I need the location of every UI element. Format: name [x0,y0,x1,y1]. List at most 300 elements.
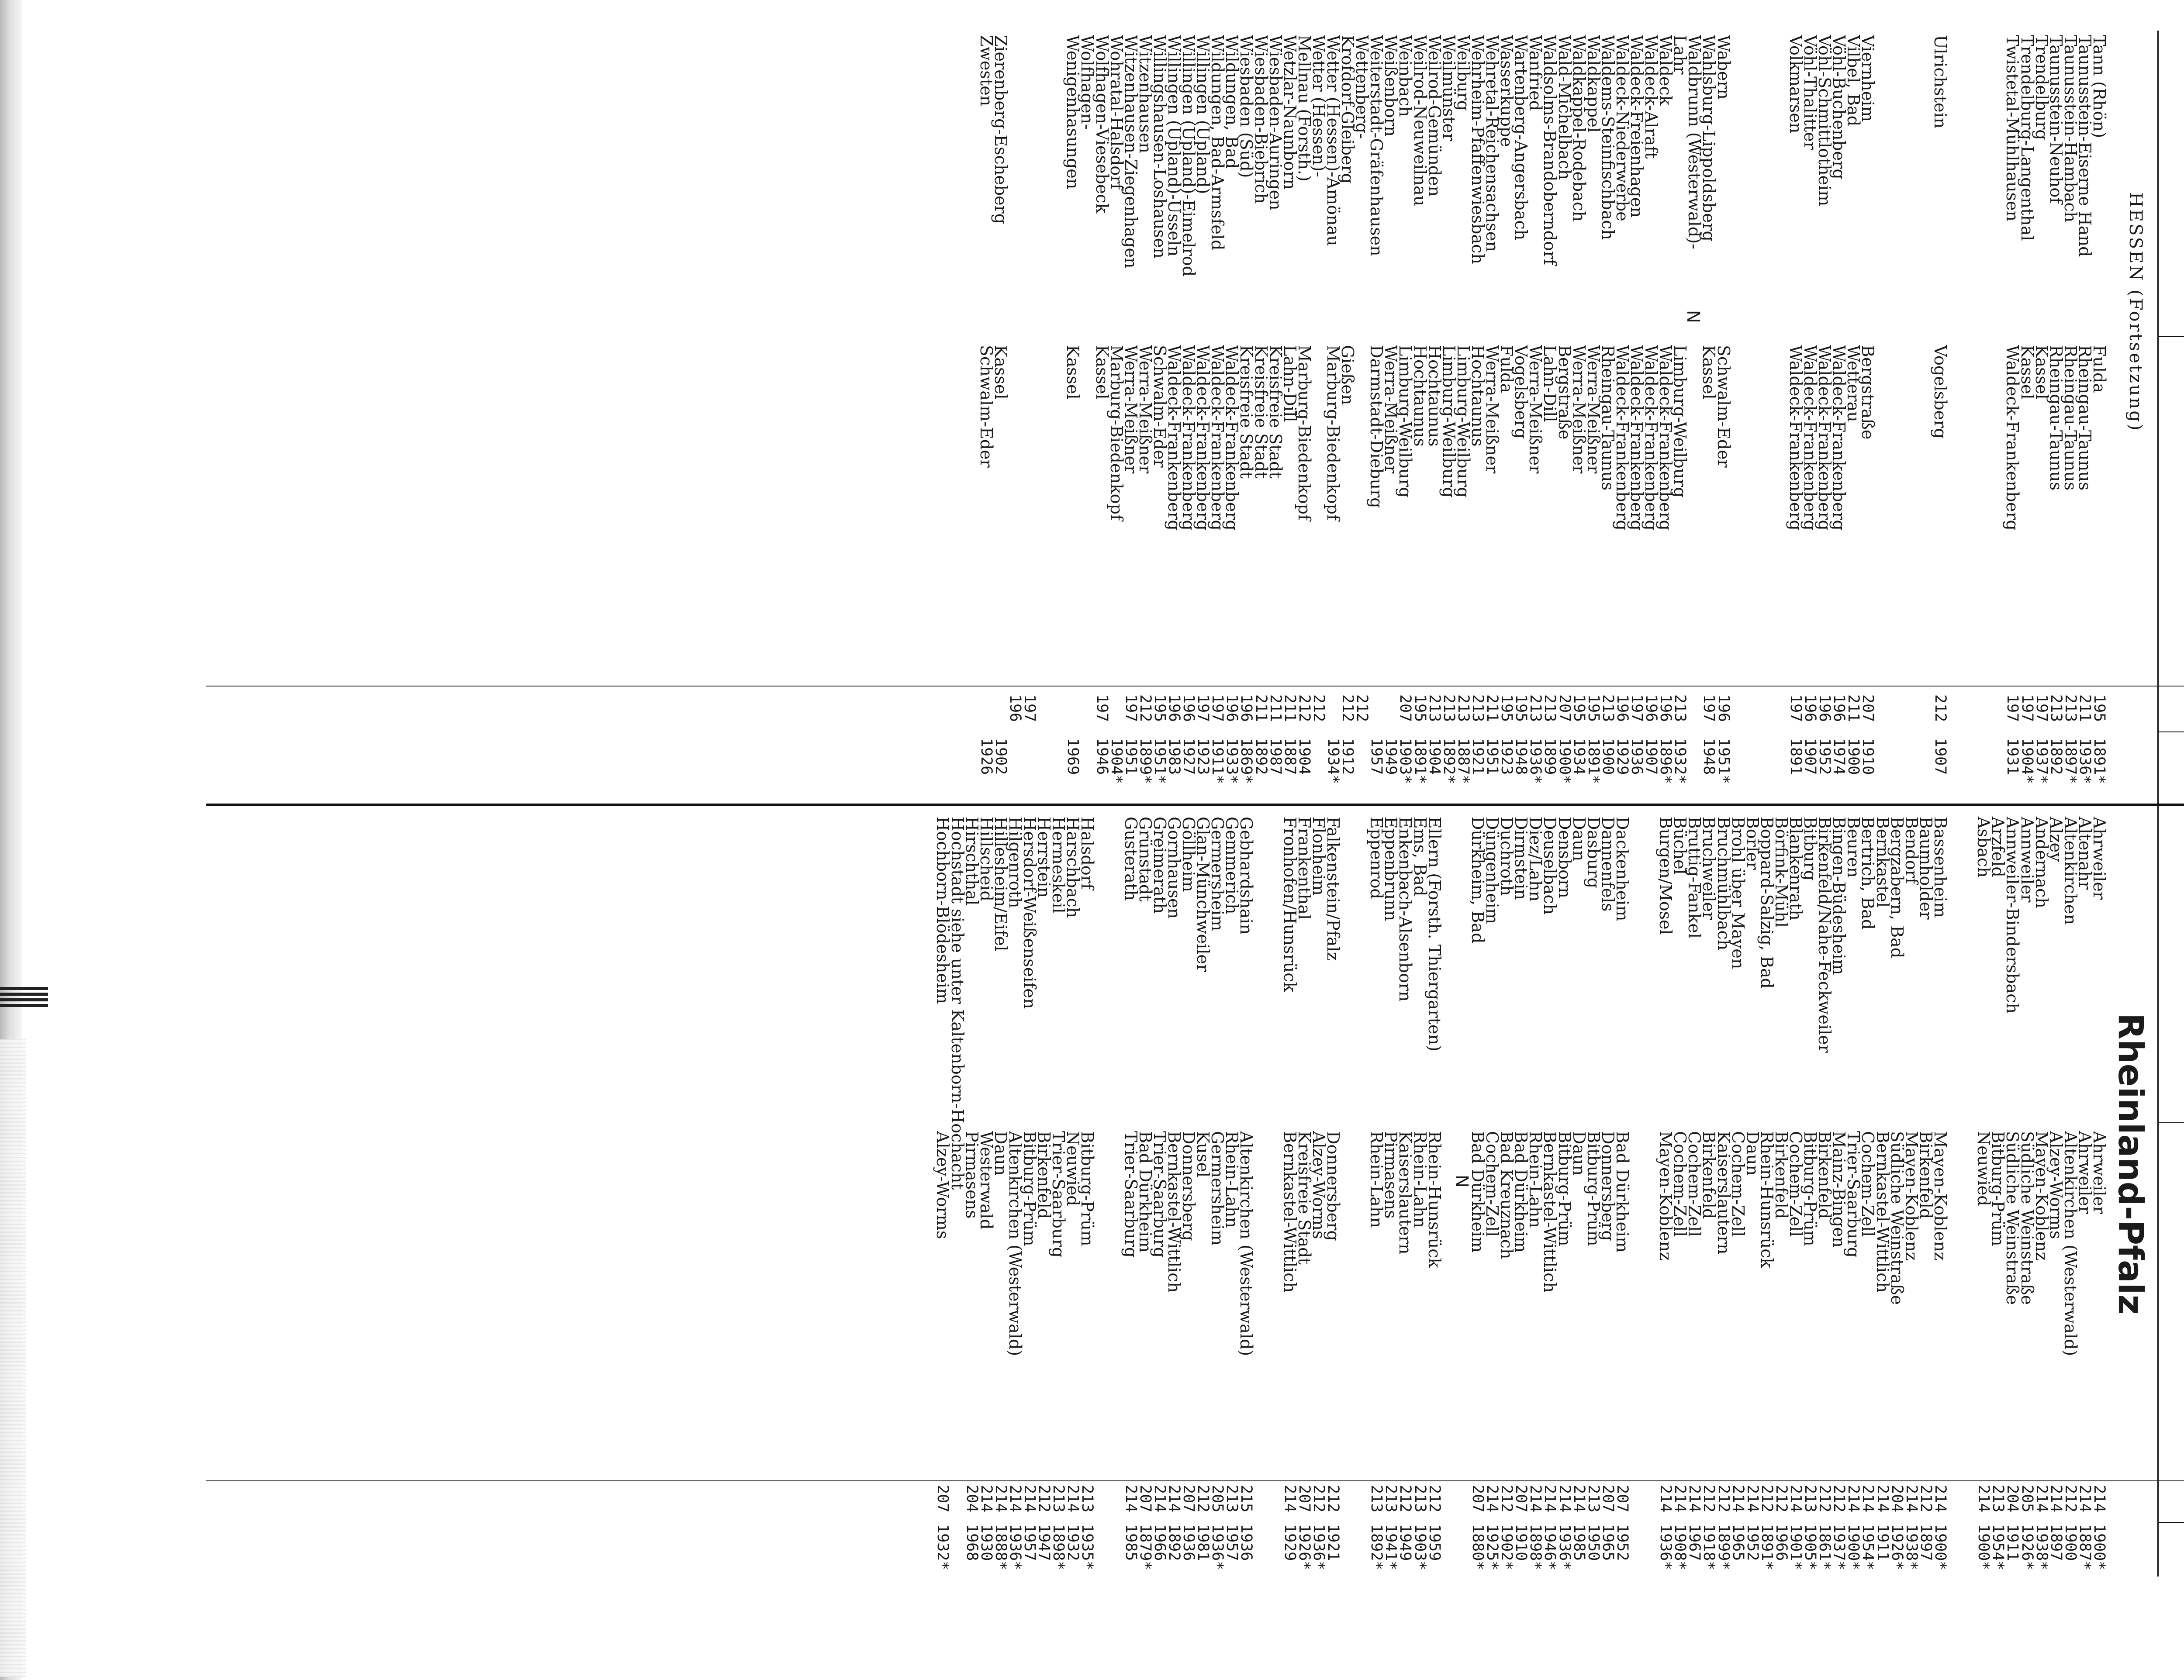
station-name: Taunusstein-Eiserne Hand [2075,35,2094,257]
seite-value: 212 [1714,1485,1732,1513]
station-name: Vöhl-Buchenberg [1829,35,1849,179]
seit-value: 1907 [1642,738,1660,775]
seit-value [1008,738,1022,799]
seit-value: 1897* [2061,738,2079,784]
kreis-name: Germersheim [1208,1131,1227,1246]
region-title-rheinland-pfalz: Rheinland-Pfalz [2111,1013,2150,1314]
station-name: Duchroth [1497,817,1517,896]
seit-value: 1925* [1483,1524,1501,1570]
seite-value: 207 [1295,1485,1313,1513]
seit-value: 1900 [1599,738,1617,775]
seit-value: 1879* [1136,1524,1154,1570]
seite-value [1383,694,1398,729]
seit-value: 1921 [1324,1524,1342,1561]
seit-value: 1904* [2018,738,2036,784]
station-name [1759,35,1774,336]
seit-value: 1987 [1266,738,1284,775]
seit-value: 1926 [977,738,995,775]
seite-value: 211 [2076,694,2094,722]
station-name: Bingen-Büdesheim [1829,817,1849,975]
kreis-name: Vogelsberg [1511,345,1531,439]
seit-value: 1957 [1021,1524,1039,1561]
station-name: Waldeck-Niederwerbe [1612,35,1632,221]
station-name: Burgen/Mosel [1656,817,1676,935]
seit-value: 1933* [1223,738,1241,784]
station-name: Blankenrath [1786,817,1806,921]
seite-value: 213 [1078,1485,1096,1513]
seite-value: 196 [1223,694,1241,722]
seit-value [1355,738,1369,799]
kreis-name: Waldeck-Frankenberg [1193,345,1213,531]
seit-value [1629,1524,1644,1577]
seite-value: 214 [1151,1485,1168,1513]
seit-value: 1887 [1281,738,1299,775]
station-name: Gusterath [1121,817,1140,901]
seit-value [1976,738,1990,799]
kreis-list-hessen [976,345,2109,681]
seite-value [1731,694,1745,729]
seit-value: 1861* [1816,1524,1834,1570]
seite-value: 214 [1931,1485,1949,1513]
seite-value: 214 [1859,1485,1877,1513]
seite-value: 195 [1570,694,1588,722]
seite-value: 196 [1801,694,1819,722]
station-name: Frankenthal [1294,817,1314,920]
station-name: Hochstadt siehe unter Kaltenborn-Hochacht [947,817,967,1190]
station-name: Waldems-Steinfischbach [1598,35,1617,240]
kreis-name: Hochtaunus [1424,345,1444,447]
station-name: Willingen (Upland)-Usseln [1165,35,1184,257]
seite-value: 212 [1425,1485,1443,1513]
kreis-name: Waldeck-Frankenberg [1829,345,1849,531]
station-name: Wehretal-Reichensachsen [1482,35,1502,252]
seite-value: 197 [2004,694,2022,722]
seit-value [1441,1524,1456,1577]
seit-value: 1957 [1223,1524,1241,1561]
kreis-name: Alzey-Worms [933,1131,953,1239]
station-name: Dirmstein [1511,817,1531,900]
seit-value: 1950 [1584,1524,1602,1561]
station-name: Fronhofen/Hunsrück [1280,817,1299,992]
kreis-name: Werra-Meißner [1569,345,1589,474]
kreis-name: Cochem-Zell [1685,1131,1704,1237]
seit-value [1340,1524,1355,1577]
seit-value: 1892 [2047,738,2065,775]
kreis-name: Daun [1569,1131,1589,1176]
kreis-name: Birkenfeld [1034,1131,1054,1219]
station-name: Altenahr [2075,817,2094,890]
seit-value: 1948 [1700,738,1718,775]
station-name: Asbach [1974,817,1994,878]
seit-value: 1946 [1093,738,1111,775]
column-separator [206,1480,2184,1481]
seite-value: 214 [1006,1485,1024,1513]
kreis-name: Bernkastel-Wittlich [1165,1131,1184,1293]
seite-value: 214 [1555,1485,1573,1513]
seit-value [1253,1524,1268,1577]
seit-value: 1891* [1584,738,1602,784]
seite-value: 211 [1483,694,1501,722]
seit-value: 1959 [1425,1524,1443,1561]
seite-value: 212 [1136,694,1154,722]
seit-value: 1911 [2004,1524,2022,1561]
seite-value: 214 [1902,1485,1920,1513]
station-name: Göllheim [1179,817,1199,892]
seite-value: 207 [1512,1485,1530,1513]
seit-value: 1910 [1859,738,1877,775]
station-name: Hirschthal [962,817,981,906]
seit-value: 1903* [1396,738,1414,784]
station-name: Hermeskeil [1049,817,1068,914]
station-name: Waldeck-Freienhagen [1627,35,1646,218]
kreis-name: Rheingau-Taunus [2046,345,2066,491]
station-name: Hillesheim/Eifel [991,817,1010,952]
seit-value: 1900 [1845,738,1863,775]
station-name: Grünstadt [1135,817,1155,902]
seit-value: 1935* [1078,1524,1096,1570]
seite-value: 197 [2032,694,2050,722]
seit-value: 1900* [1931,1524,1949,1570]
seit-value [1109,1524,1123,1577]
seite-value: 212 [1035,1485,1053,1513]
kreis-name: Schwalm-Eder [1714,345,1733,468]
station-name: Altenkirchen [2060,817,2080,925]
seit-value: 1937* [2032,738,2050,784]
seite-value: 212 [1339,694,1357,722]
seite-value: 195 [1411,694,1429,722]
seite-value: 196 [1237,694,1255,722]
station-name: Wabern [1714,35,1733,100]
kreis-name: Waldeck-Frankenberg [1222,345,1242,531]
seit-value: 1936 [1180,1524,1198,1561]
seit-value [950,1524,964,1577]
seite-value: 205 [2018,1485,2036,1513]
seit-value: 1921 [1469,738,1486,775]
seit-value: 1908* [1671,1524,1689,1570]
seit-value: 1904* [1107,738,1125,784]
station-name: Wiesbaden-Biebrich [1251,35,1271,204]
station-name: Weilrod-Gemünden [1424,35,1444,197]
seite-value [1109,1485,1123,1520]
kreis-name [1976,345,1990,681]
station-name: Witzenhausen-Ziegenhagen [1121,35,1140,269]
kreis-name: Rhein-Lahn [1367,1131,1386,1228]
station-name: Vöhl-Thalitter [1800,35,1820,150]
seite-value: 195 [1151,694,1168,722]
seit-value [1268,1524,1282,1577]
seite-value [1051,694,1065,729]
seite-value: 197 [1021,694,1039,722]
kreis-name: Bitburg-Prüm [1020,1131,1040,1246]
seite-value: 213 [1989,1485,2007,1513]
seit-value: 1900* [1845,1524,1863,1570]
kreis-name: Mayen-Koblenz [2032,1131,2051,1261]
seit-value: 1936* [1006,1524,1024,1570]
station-name: Volkmarsen [1786,35,1806,134]
seite-value: 212 [1700,1485,1718,1513]
kreis-name: Fulda [1497,345,1517,393]
seit-value: 1898* [1527,1524,1545,1570]
station-name: Flonheim [1309,817,1328,896]
station-name: Boppard-Salzig, Bad [1757,817,1776,989]
kreis-name: Werra-Meißner [1381,345,1401,474]
seit-list-rheinland-pfalz [935,1524,2106,1577]
seite-value: 214 [2047,1485,2065,1513]
station-name [1745,35,1759,336]
seite-value: 196 [1714,694,1732,722]
station-name: Daun [1569,817,1589,862]
station-name: Tann (Rhön) [2090,35,2109,138]
seite-value: 214 [1122,1485,1140,1513]
seite-value: 196 [1816,694,1834,722]
kreis-name: Rheingau-Taunus [2060,345,2080,491]
kreis-name: Waldeck-Frankenberg [1641,345,1661,531]
seit-value: 1888* [992,1524,1009,1570]
seite-value: 207 [1180,1485,1198,1513]
station-name: Harschbach [1063,817,1083,918]
seit-value: 1941* [1382,1524,1400,1570]
footnote-mark: N [1451,1175,1472,1188]
kreis-name: Waldeck-Frankenberg [1179,345,1199,531]
kreis-name: Mayen-Koblenz [1930,1131,1950,1261]
kreis-name: Bernkastel-Wittlich [1280,1131,1299,1293]
station-name: Vöhl-Schmittlotheim [1815,35,1835,207]
station-name: Trendelburg [2032,35,2051,140]
seit-value [1875,738,1890,799]
seit-value: 1926* [1888,1524,1906,1570]
seit-value: 1926* [2018,1524,2036,1570]
station-name: Greimerath [1150,817,1169,914]
kreis-name: Birkenfeld [1699,1131,1719,1219]
seit-value: 1934 [1570,738,1588,775]
station-name: Arzfeld [1988,817,2008,877]
station-name: Börfink-Mühl [1771,817,1791,928]
seite-value: 214 [1527,1485,1545,1513]
kreis-name: Mayen-Koblenz [1656,1131,1676,1261]
kreis-name: Schwalm-Eder [1150,345,1169,468]
kreis-name: Rhein-Lahn [1410,1131,1430,1228]
station-name: Waldkappel-Rodebach [1569,35,1589,222]
kreis-name: Werra-Meißner [1121,345,1140,474]
seite-value: 212 [1295,694,1313,722]
seit-value: 1918* [1700,1524,1718,1570]
seit-value: 1985 [1122,1524,1140,1561]
seite-value: 214 [1281,1485,1299,1513]
kreis-name: Bad Dürkheim [1612,1131,1632,1253]
kreis-name: Marburg-Biedenkopf [1324,345,1343,521]
seite-value [1774,694,1788,729]
kreis-name: Birkenfeld [1916,1131,1935,1219]
station-name: Germersheim [1208,817,1227,931]
station-name: Ahrweiler [2090,817,2109,900]
kreis-name: Werra-Meißner [1583,345,1603,474]
seite-value: 212 [2061,1485,2079,1513]
seit-value: 1892 [1165,1524,1183,1561]
kreis-name: Cochem-Zell [1728,1131,1748,1237]
kreis-name: Donnersberg [1598,1131,1617,1241]
seit-value: 1952 [1816,738,1834,775]
station-name: Eppenbrunn [1381,817,1401,921]
seite-value: 207 [1859,694,1877,722]
seite-value [1094,1485,1109,1520]
kreis-name: Mayen-Koblenz [1901,1131,1921,1261]
seite-value: 213 [1671,694,1689,722]
seit-value: 1966 [1151,1524,1168,1561]
seite-value: 207 [1599,1485,1617,1513]
seite-value: 214 [2076,1485,2094,1513]
seite-value: 214 [1873,1485,1891,1513]
station-name: Wolfhagen- [1078,35,1097,130]
kreis-name: Donnersberg [1179,1131,1199,1241]
station-name: Birkenfeld/Nahe-Feckweiler [1815,817,1835,1053]
seit-value [1022,738,1037,799]
seite-value: 207 [1136,1485,1154,1513]
seite-value: 204 [1888,1485,1906,1513]
seit-value: 1949 [1382,738,1400,775]
kreis-name: Cochem-Zell [1670,1131,1690,1237]
station-name: Twistetal-Mühlhausen [2003,35,2022,221]
seite-list-rheinland-pfalz [935,1485,2106,1520]
scan-artifact [0,987,48,1018]
kreis-name: Bitburg-Prüm [1583,1131,1603,1246]
seit-value: 1957 [1368,738,1386,775]
station-name: Wolfhagen-Viesebeck [1092,35,1112,214]
seite-value: 207 [1396,694,1414,722]
station-name: Annweiler-Bindersbach [2003,817,2022,1014]
kreis-name: Rhein-Hunsrück [1757,1131,1776,1268]
station-name: Wetzlar-Naunborn [1280,35,1299,190]
kreis-name: Birkenfeld [1771,1131,1791,1219]
seit-value: 1936* [2076,738,2094,784]
seit-value: 1905* [1801,1524,1819,1570]
seite-value: 212 [1396,1485,1414,1513]
seite-value [1687,694,1701,729]
station-name: Vilbel, Bad [1844,35,1863,127]
seite-value [1759,694,1774,729]
kreis-name: Bad Kreuznach [1497,1131,1517,1259]
station-name: Zierenberg-Escheberg [991,35,1010,224]
seite-value [1441,1485,1456,1520]
kreis-name: Westerwald [976,1131,996,1230]
station-name: Bergzabern, Bad [1887,817,1907,959]
seit-value: 1900 [2061,1524,2079,1561]
kreis-name: Pirmasens [1381,1131,1401,1219]
kreis-name: Waldeck-Frankenberg [2003,345,2022,531]
seite-value: 214 [1686,1485,1704,1513]
seite-value: 214 [1570,1485,1588,1513]
seite-value: 213 [1801,1485,1819,1513]
seite-value: 207 [1555,694,1573,722]
station-name: Willingen (Upland)-Eimelrod [1179,35,1199,277]
seit-value: 1968 [963,1524,981,1561]
seite-value [1355,1485,1369,1520]
seite-value: 214 [1845,1485,1863,1513]
seite-value: 214 [1064,1485,1082,1513]
kreis-name: Bad Dürkheim [1511,1131,1531,1253]
seite-value: 213 [1368,1485,1386,1513]
kreis-name: Limburg-Weilburg [1439,345,1458,498]
seit-value: 1869* [1237,738,1255,784]
seit-value [1037,738,1051,799]
kreis-name: Bitburg-Prüm [1078,1131,1097,1246]
seit-value: 1903* [1411,1524,1429,1570]
kreis-name: Bad Dürkheim [1468,1131,1487,1253]
seit-value: 1912 [1339,738,1357,775]
seite-value: 213 [1454,694,1472,722]
station-name [1904,35,1918,336]
seite-value: 197 [1122,694,1140,722]
kreis-name: Bernkastel-Wittlich [1540,1131,1560,1293]
seite-value [1644,1485,1658,1520]
seite-list-hessen [1008,694,2106,729]
seit-value: 1932* [1671,738,1689,784]
kreis-name: Waldeck-Frankenberg [1208,345,1227,531]
seite-value: 195 [1512,694,1530,722]
seit-value: 1887* [2076,1524,2094,1570]
station-name: Waldeck [1656,35,1676,106]
kreis-name: Darmstadt-Dieburg [1367,345,1386,508]
station-name: Borler [1742,817,1762,870]
station-name: Waldbrunn (Westerwald)- [1685,35,1704,249]
station-name: Wanfried [1526,35,1545,111]
seit-value: 1932 [1064,1524,1082,1561]
station-name: Bruttig-Fankel [1685,817,1704,939]
station-name: Willingen (Upland) [1193,35,1213,194]
seite-value: 195 [1584,694,1602,722]
kreis-name: Waldeck-Frankenberg [1815,345,1835,531]
seite-value [1629,1485,1644,1520]
seit-value: 1936* [1657,1524,1675,1570]
kreis-name [1890,345,1904,681]
seite-value: 213 [1599,694,1617,722]
seit-value: 1969 [1064,738,1082,775]
kreis-name: Waldeck-Frankenberg [1786,345,1806,531]
station-name: Dürkheim, Bad [1468,817,1487,944]
seite-value [1037,694,1051,729]
seit-value [1745,738,1759,799]
seite-value: 213 [1050,1485,1068,1513]
kreis-name: Ahrweiler [2075,1131,2094,1214]
seite-value: 214 [2091,1485,2108,1513]
seit-value: 1923 [1498,738,1516,775]
station-name: Beuren [1844,817,1863,878]
kreis-name: Daun [1742,1131,1762,1176]
kreis-name: Kaiserslautern [1396,1131,1415,1255]
station-name: Wetter (Hessen)-Amönau [1324,35,1343,246]
station-name: Büchel [1670,817,1690,875]
station-name: Mellnau (Forsth.) [1294,35,1314,182]
kreis-name: Waldeck-Frankenberg [1800,345,1820,531]
seit-value: 1934* [1324,738,1342,784]
station-name: Enkenbach-Alsenborn [1396,817,1415,1002]
seite-value: 197 [1700,694,1718,722]
kreis-name: Schwalm-Eder [976,345,996,468]
kreis-name: Trier-Saarburg [1121,1131,1140,1258]
seit-value: 1983 [1165,738,1183,775]
station-name: Wasserkuppe [1497,35,1517,147]
seit-value: 1937* [1830,1524,1848,1570]
seite-value: 204 [2004,1485,2022,1513]
station-name: Herrstein [1034,817,1054,898]
kreis-name: Altenkirchen (Westerwald) [1005,1131,1025,1356]
seit-value: 1985 [1570,1524,1588,1561]
station-name: Wenigenhasungen [1063,35,1083,190]
seite-value: 212 [1353,694,1371,722]
seit-value: 1904 [1425,738,1443,775]
seit-value: 1965 [1599,1524,1617,1561]
seit-value [1687,738,1701,799]
seit-value [1080,738,1094,799]
